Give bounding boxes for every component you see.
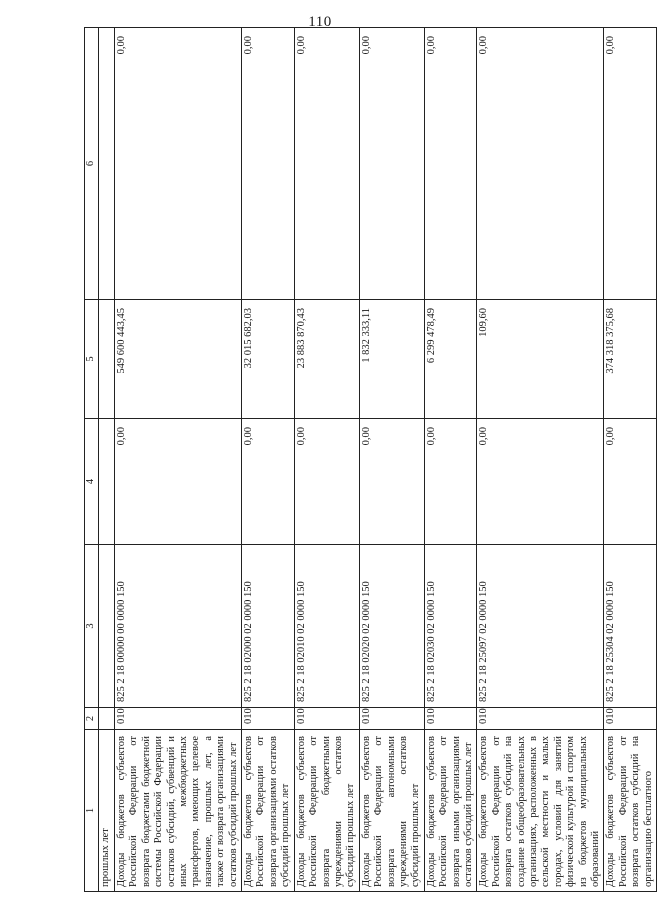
header-col-2: 2 xyxy=(85,708,99,730)
row-col6: 0,00 xyxy=(294,28,359,300)
row-col5: 1 832 333,11 xyxy=(359,300,424,419)
row-code: 010 xyxy=(115,708,242,730)
row-code: 010 xyxy=(477,708,604,730)
table-row xyxy=(477,28,604,892)
row-kbk: 825 2 18 02000 02 0000 150 xyxy=(242,545,295,708)
table-row xyxy=(294,28,359,892)
row-code: 010 xyxy=(604,708,657,730)
table-row xyxy=(359,28,424,892)
row-code: 010 xyxy=(424,708,477,730)
row-col6: 0,00 xyxy=(359,28,424,300)
row-kbk: 825 2 18 00000 00 0000 150 xyxy=(115,545,242,708)
row-col5: 549 600 443,45 xyxy=(115,300,242,419)
row-description: Доходы бюджетов субъектов Российской Федерации от возврата бюджетами бюджетной системы Российской Федерации остатков субсидий, субвенций и иных межбюджетных трансфертов, имеющих целевое назначение, прошлых лет, а также от возврата организациями остатков субсидий прошлых лет xyxy=(115,730,242,892)
row-code: 010 xyxy=(242,708,295,730)
row-kbk: 825 2 18 02030 02 0000 150 xyxy=(424,545,477,708)
row-col4: 0,00 xyxy=(242,419,295,545)
continuation-text: прошлых лет xyxy=(99,730,115,892)
row-description: Доходы бюджетов субъектов Российской Федерации от возврата бюджетными учреждениями остатков субсидий прошлых лет xyxy=(294,730,359,892)
row-col5: 6 299 478,49 xyxy=(424,300,477,419)
header-col-6: 6 xyxy=(85,28,99,300)
row-col6: 0,00 xyxy=(242,28,295,300)
row-col6: 0,00 xyxy=(477,28,604,300)
row-col6: 0,00 xyxy=(424,28,477,300)
rotated-table-wrapper xyxy=(84,28,654,892)
row-col4: 0,00 xyxy=(477,419,604,545)
row-kbk: 825 2 18 02020 02 0000 150 xyxy=(359,545,424,708)
continuation-row xyxy=(99,28,115,892)
row-col6: 0,00 xyxy=(115,28,242,300)
row-col4: 0,00 xyxy=(359,419,424,545)
row-col5: 23 883 870,43 xyxy=(294,300,359,419)
row-code: 010 xyxy=(359,708,424,730)
row-col5: 109,60 xyxy=(477,300,604,419)
header-col-1: 1 xyxy=(85,730,99,892)
row-col4: 0,00 xyxy=(294,419,359,545)
header-col-5: 5 xyxy=(85,300,99,419)
row-description: Доходы бюджетов субъектов Российской Федерации от возврата остатков субсидий на создание в общеобразовательных организациях, расположенных в сельской местности и малых городах, условий для занятий физической культурой и спортом из бюджетов муниципальных образований xyxy=(477,730,604,892)
row-description: Доходы бюджетов субъектов Российской Федерации от возврата остатков субсидий на организацию бесплатного xyxy=(604,730,657,892)
table-row xyxy=(242,28,295,892)
row-col5: 32 015 682,03 xyxy=(242,300,295,419)
row-col4: 0,00 xyxy=(424,419,477,545)
row-code: 010 xyxy=(294,708,359,730)
row-col5: 374 318 375,68 xyxy=(604,300,657,419)
row-col4: 0,00 xyxy=(115,419,242,545)
row-description: Доходы бюджетов субъектов Российской Федерации от возврата организациями остатков субсидий прошлых лет xyxy=(242,730,295,892)
page-number: 110 xyxy=(308,14,332,30)
header-col-3: 3 xyxy=(85,545,99,708)
table-row xyxy=(424,28,477,892)
income-table xyxy=(84,27,657,892)
row-col4: 0,00 xyxy=(604,419,657,545)
row-description: Доходы бюджетов субъектов Российской Федерации от возврата иными организациями остатков субсидий прошлых лет xyxy=(424,730,477,892)
header-col-4: 4 xyxy=(85,419,99,545)
row-kbk: 825 2 18 25304 02 0000 150 xyxy=(604,545,657,708)
table-row xyxy=(604,28,657,892)
header-row xyxy=(85,28,99,892)
table-row xyxy=(115,28,242,892)
row-description: Доходы бюджетов субъектов Российской Федерации от возврата автономными учреждениями остатков субсидий прошлых лет xyxy=(359,730,424,892)
row-kbk: 825 2 18 02010 02 0000 150 xyxy=(294,545,359,708)
row-kbk: 825 2 18 25097 02 0000 150 xyxy=(477,545,604,708)
row-col6: 0,00 xyxy=(604,28,657,300)
